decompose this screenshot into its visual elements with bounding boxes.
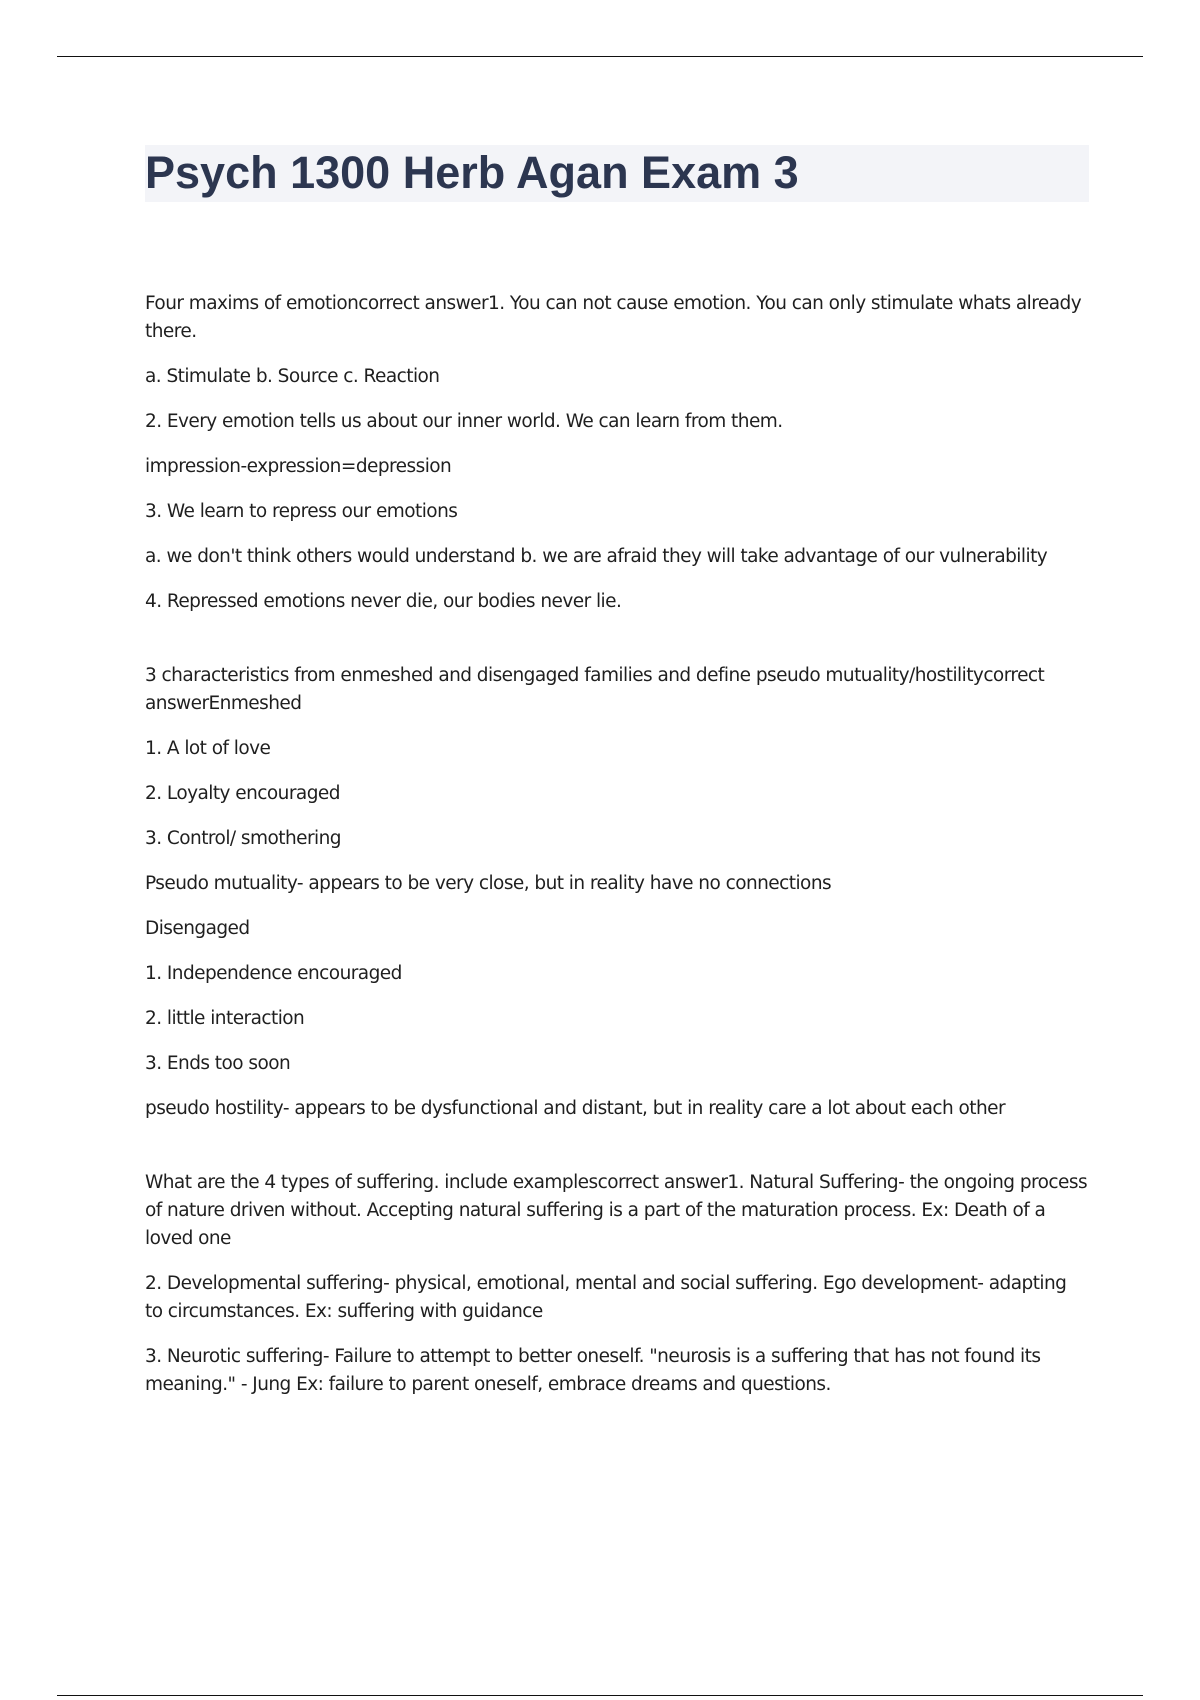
qa-answer-line: 2. Every emotion tells us about our inner world. We can learn from them. [145,411,783,432]
qa-answer-line: a. we don't think others would understand b. we are afraid they will take advantage of our vulnerability [145,546,1048,567]
qa-answer-line: 1. Independence encouraged [145,963,402,984]
qa-answer-line: 2. little interaction [145,1008,305,1029]
qa-emotion-maxims [145,290,1089,616]
qa-answer-line: Disengaged [145,918,250,939]
qa-family-types [145,662,1089,1123]
qa-answer-line: 3. Ends too soon [145,1053,291,1074]
document-body [145,290,1089,1416]
qa-answer-line: 2. Developmental suffering- physical, emotional, mental and social suffering. Ego development- adapting to circumstances. Ex: suffering with guidance [145,1273,1067,1322]
qa-question-paragraph: Four maxims of emotioncorrect answer1. You can not cause emotion. You can only stimulate whats already there. [145,293,1082,342]
qa-answer-line: pseudo hostility- appears to be dysfunctional and distant, but in reality care a lot about each other [145,1098,1006,1119]
qa-answer-line: Pseudo mutuality- appears to be very close, but in reality have no connections [145,873,832,894]
qa-answer-line: 3. Control/ smothering [145,828,341,849]
qa-question-paragraph: What are the 4 types of suffering. include examplescorrect answer1. Natural Suffering- the ongoing process of nature driven without. Accepting natural suffering is a part of the maturation process. Ex: Death of a loved one [145,1172,1088,1249]
qa-answer-line: 2. Loyalty encouraged [145,783,340,804]
qa-answer-line: 3. Neurotic suffering- Failure to attempt to better oneself. "neurosis is a suffering that has not found its meaning." - Jung Ex: failure to parent oneself, embrace dreams and questions. [145,1346,1041,1395]
header-rule [57,56,1143,57]
footer-rule [57,1695,1143,1696]
document-title: Psych 1300 Herb Agan Exam 3 [145,147,799,198]
qa-answer-line: 3. We learn to repress our emotions [145,501,458,522]
qa-answer-line: a. Stimulate b. Source c. Reaction [145,366,440,387]
qa-answer-line: impression-expression=depression [145,456,452,477]
qa-answer-line: 1. A lot of love [145,738,271,759]
qa-suffering-types [145,1169,1089,1399]
qa-question-paragraph: 3 characteristics from enmeshed and disengaged families and define pseudo mutuality/hostilitycorrect answerEnmeshed [145,665,1045,714]
qa-answer-line: 4. Repressed emotions never die, our bodies never lie. [145,591,622,612]
